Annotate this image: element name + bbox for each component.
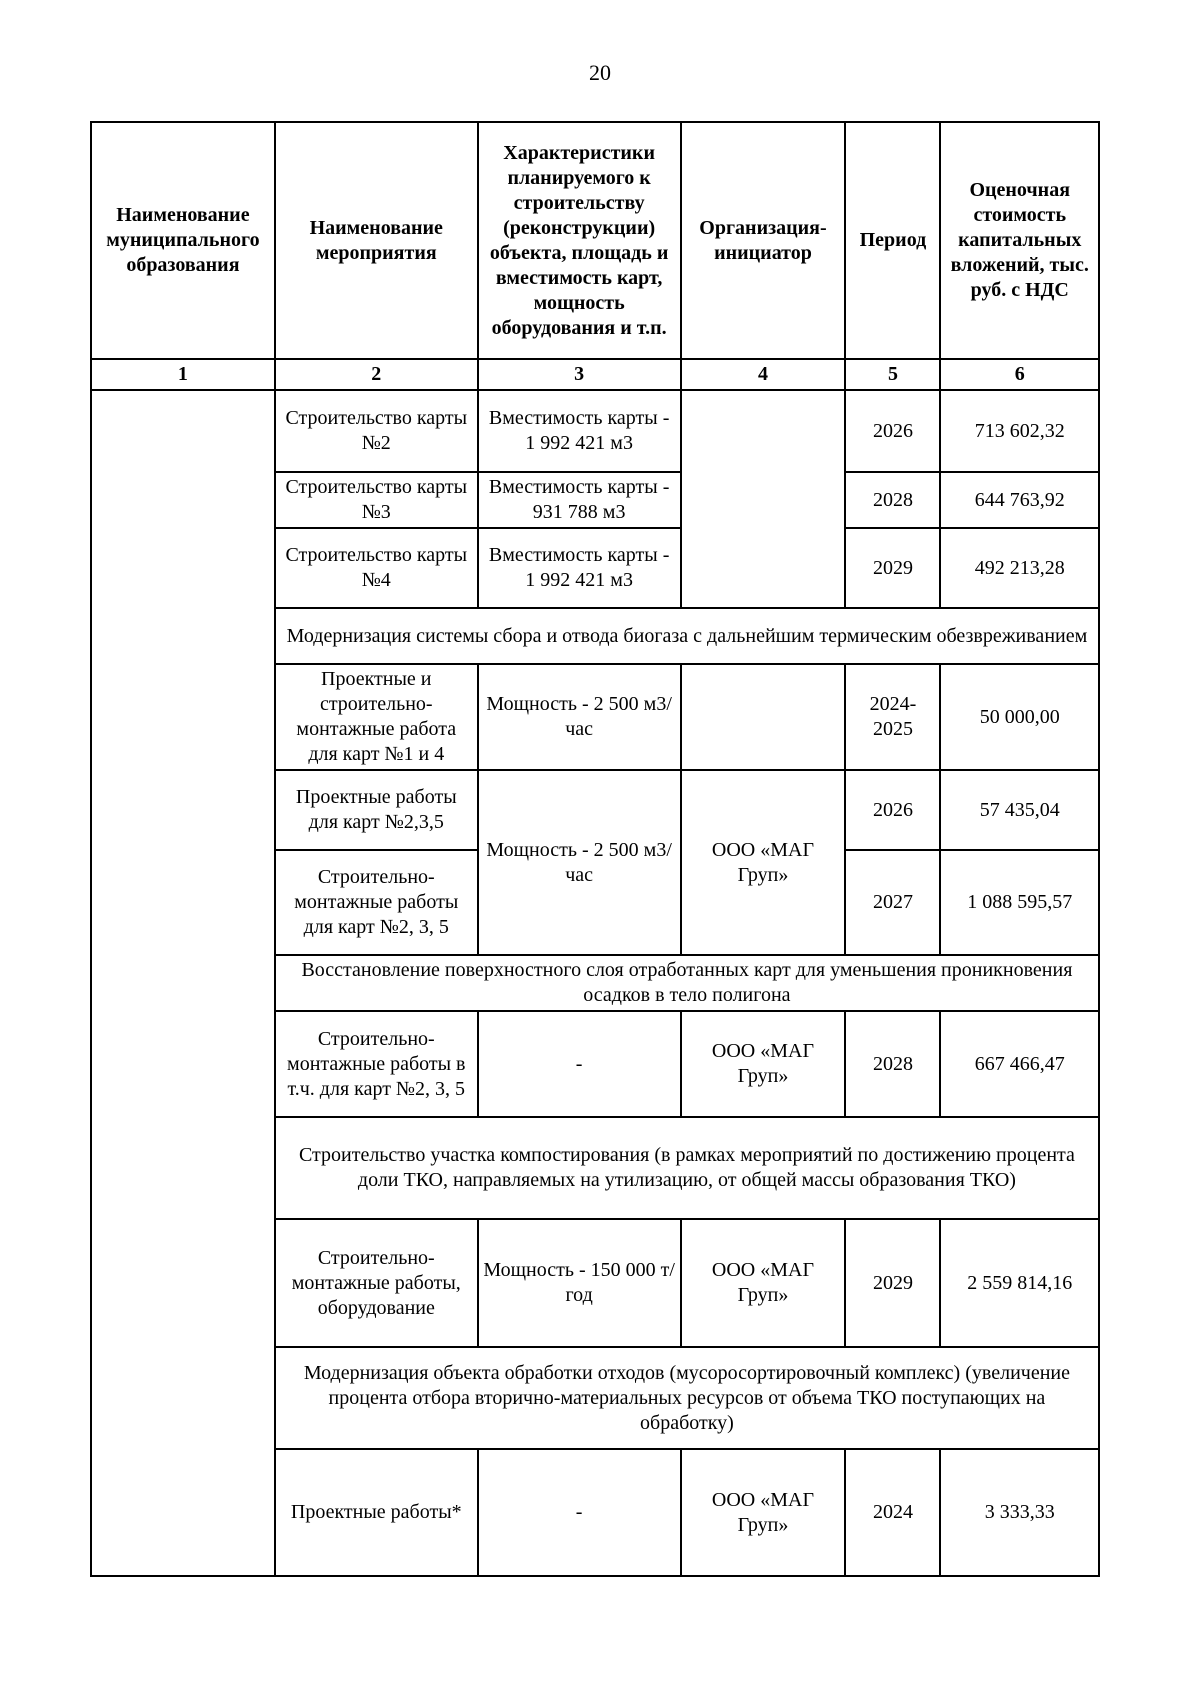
cost-cell: 50 000,00 (940, 664, 1099, 770)
header-characteristics: Характеристики планируемого к строительству (реконструкции) объекта, площадь и вместимость карт, мощность оборудования и т.п. (478, 122, 681, 359)
column-number-row (91, 359, 1099, 390)
organization-cell: ООО «МАГ Груп» (681, 770, 846, 955)
period-cell: 2027 (845, 850, 940, 955)
characteristics-cell: Мощность - 150 000 т/год (478, 1219, 681, 1347)
characteristics-cell: Вместимость карты - 1 992 421 м3 (478, 528, 681, 608)
measure-cell: Проектные работы для карт №2,3,5 (275, 770, 478, 850)
measure-cell: Проектные работы* (275, 1449, 478, 1576)
characteristics-cell: Мощность - 2 500 м3/час (478, 664, 681, 770)
column-number: 5 (845, 359, 940, 390)
characteristics-cell: Вместимость карты - 1 992 421 м3 (478, 390, 681, 472)
organization-cell: ООО «МАГ Груп» (681, 1449, 846, 1576)
column-number: 6 (940, 359, 1099, 390)
measure-cell: Проектные и строительно-монтажные работа для карт №1 и 4 (275, 664, 478, 770)
measure-cell: Строительство карты №4 (275, 528, 478, 608)
section-title: Модернизация системы сбора и отвода биогаза с дальнейшим термическим обезвреживанием (275, 608, 1099, 664)
municipality-cell (91, 390, 275, 1576)
cost-cell: 492 213,28 (940, 528, 1099, 608)
cost-cell: 1 088 595,57 (940, 850, 1099, 955)
organization-cell (681, 390, 846, 608)
measure-cell: Строительство карты №3 (275, 472, 478, 528)
measure-cell: Строительно-монтажные работы, оборудование (275, 1219, 478, 1347)
characteristics-cell: - (478, 1449, 681, 1576)
column-number: 3 (478, 359, 681, 390)
cost-cell: 713 602,32 (940, 390, 1099, 472)
cost-cell: 644 763,92 (940, 472, 1099, 528)
page-number: 20 (589, 60, 611, 85)
period-cell: 2028 (845, 1011, 940, 1117)
header-row (91, 122, 1099, 359)
column-number: 2 (275, 359, 478, 390)
column-number: 4 (681, 359, 846, 390)
cost-cell: 667 466,47 (940, 1011, 1099, 1117)
period-cell: 2026 (845, 770, 940, 850)
characteristics-cell: Мощность - 2 500 м3/час (478, 770, 681, 955)
measure-cell: Строительство карты №2 (275, 390, 478, 472)
organization-cell (681, 664, 846, 770)
section-title: Модернизация объекта обработки отходов (мусоросортировочный комплекс) (увеличение процента отбора вторично-материальных ресурсов от объема ТКО поступающих на обработку) (275, 1347, 1099, 1449)
header-cost: Оценочная стоимость капитальных вложений, тыс. руб. с НДС (940, 122, 1099, 359)
header-organization: Организация-инициатор (681, 122, 846, 359)
section-title: Строительство участка компостирования (в рамках мероприятий по достижению процента доли ТКО, направляемых на утилизацию, от общей массы образования ТКО) (275, 1117, 1099, 1219)
column-number: 1 (91, 359, 275, 390)
header-municipality: Наименование муниципального образования (91, 122, 275, 359)
cost-cell: 57 435,04 (940, 770, 1099, 850)
organization-cell: ООО «МАГ Груп» (681, 1219, 846, 1347)
cost-cell: 3 333,33 (940, 1449, 1099, 1576)
period-cell: 2024-2025 (845, 664, 940, 770)
cost-cell: 2 559 814,16 (940, 1219, 1099, 1347)
organization-cell: ООО «МАГ Груп» (681, 1011, 846, 1117)
period-cell: 2024 (845, 1449, 940, 1576)
measure-cell: Строительно-монтажные работы в т.ч. для карт №2, 3, 5 (275, 1011, 478, 1117)
capital-investment-table (90, 121, 1100, 1577)
table-row (91, 390, 1099, 472)
section-title: Восстановление поверхностного слоя отработанных карт для уменьшения проникновения осадков в тело полигона (275, 955, 1099, 1011)
header-measure: Наименование мероприятия (275, 122, 478, 359)
period-cell: 2028 (845, 472, 940, 528)
measure-cell: Строительно-монтажные работы для карт №2, 3, 5 (275, 850, 478, 955)
characteristics-cell: - (478, 1011, 681, 1117)
period-cell: 2029 (845, 1219, 940, 1347)
header-period: Период (845, 122, 940, 359)
period-cell: 2026 (845, 390, 940, 472)
period-cell: 2029 (845, 528, 940, 608)
characteristics-cell: Вместимость карты - 931 788 м3 (478, 472, 681, 528)
